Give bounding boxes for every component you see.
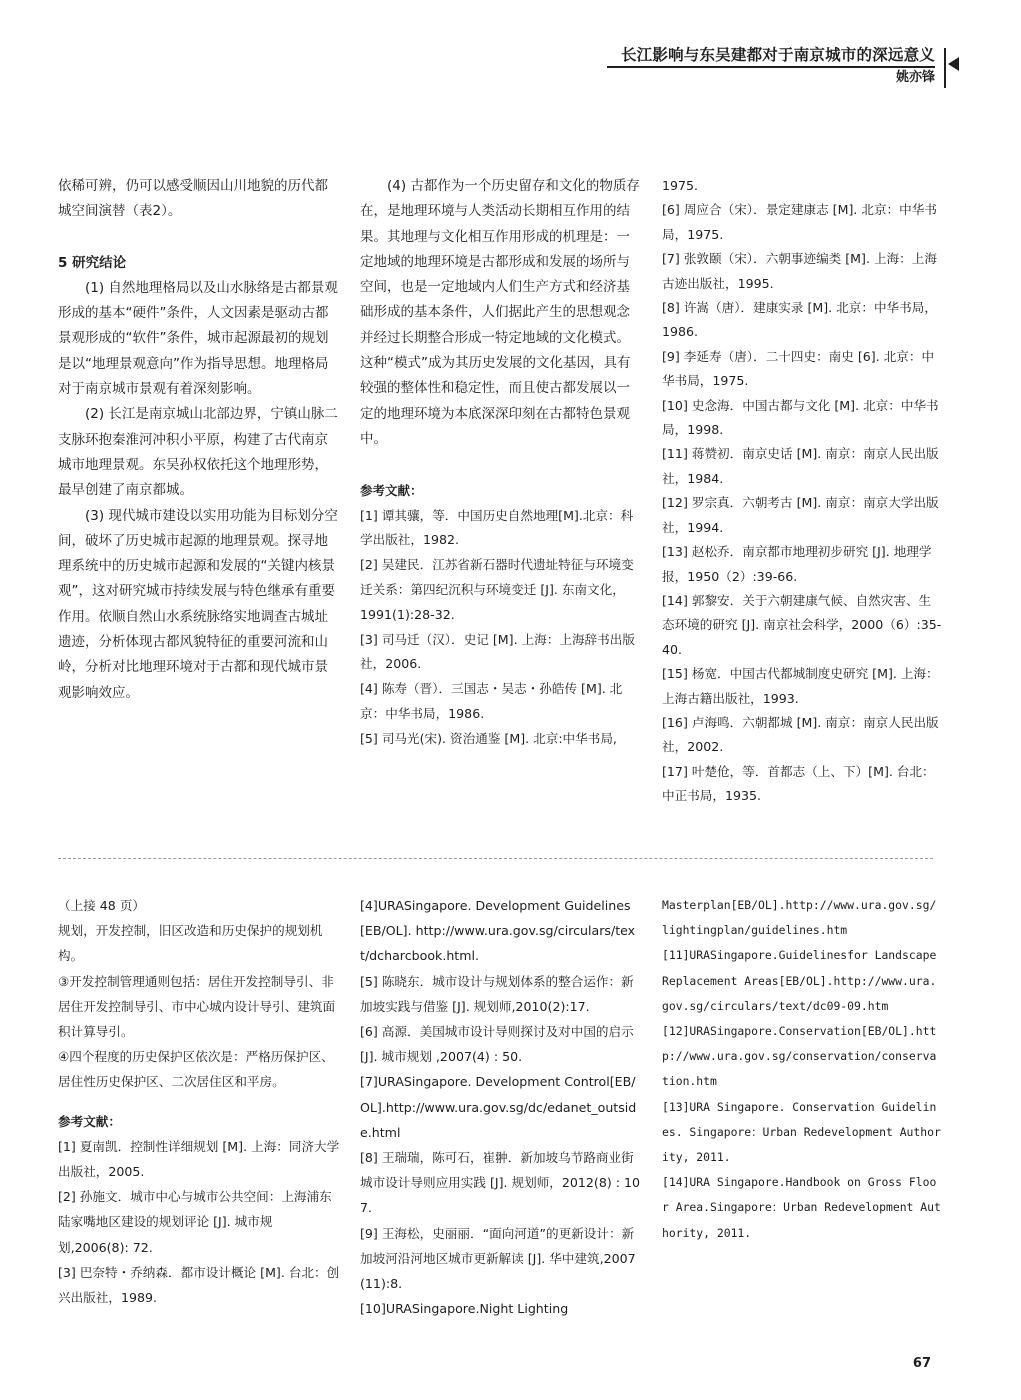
section-heading: 5 研究结论 (58, 254, 127, 271)
continued-article-column-3 (662, 893, 942, 1246)
reference-item: [4] 陈寿（晋）．三国志・吴志・孙皓传 [M]. 北京：中华书局，1986. (360, 681, 623, 721)
conclusion-paragraph-3: (3) 现代城市建设以实用功能为目标划分空间，破坏了历史城市起源的地理景观。探寻地理系统中的历史城市起源和发展的“关键内核景观”，这对研究城市持续发展与特色继承有重要作用。依顺自然山水系统脉络实地调查古城址遗迹，分析体现古都风貌特征的重要河流和山岭，分析对比地理环境对于古都和现代城市景观影响效应。 (58, 507, 338, 701)
continued-article-column-1 (58, 893, 340, 1310)
running-head-rule (944, 48, 946, 88)
section-divider (58, 858, 933, 859)
reference-item: [10]URASingapore.Night Lighting (360, 1301, 569, 1317)
running-head-title: 长江影响与东吴建都对于南京城市的深远意义 (607, 46, 935, 68)
reference-item: [3] 司马迁（汉）．史记 [M]. 上海：上海辞书出版社，2006. (360, 631, 635, 672)
running-head-triangle-icon (948, 57, 959, 71)
reference-item: [3] 巴奈特・乔纳森．都市设计概论 [M]. 台北：创兴出版社，1989. (58, 1264, 340, 1306)
reference-item: [14] 郭黎安．关于六朝建康气候、自然灾害、生态环境的研究 [J]. 南京社会科学，2000（6）:35-40. (662, 592, 942, 657)
reference-item: [11]URASingapore.Guidelinesfor Landscape Replacement Areas[EB/OL].http://www.ura.gov.sg/circulars/text/dc09-09.htm (662, 948, 937, 1013)
reference-item: [11] 蒋赞初．南京史话 [M]. 南京：南京人民出版社，1984. (662, 446, 939, 486)
reference-item: [7]URASingapore. Development Control[EB/OL].http://www.ura.gov.sg/dc/edanet_outside.html (360, 1074, 637, 1140)
reference-item: [14]URA Singapore.Handbook on Gross Floor Area.Singapore：Urban Redevelopment Authority, 2011. (662, 1175, 941, 1240)
continued-article-column-2 (360, 893, 642, 1321)
body-paragraph: 规划，开发控制，旧区改造和历史保护的规划机构。 (58, 923, 323, 964)
reference-item: [6] 高源．美国城市设计导则探讨及对中国的启示 [J]. 城市规划 ,2007(4) : 50. (360, 1024, 634, 1065)
reference-item: [8] 王瑞瑞，陈可石，崔翀．新加坡乌节路商业街城市设计导则应用实践 [J]. 规划师，2012(8) : 107. (360, 1150, 641, 1216)
body-paragraph: ④四个程度的历史保护区依次是：严格历保护区、居住性历史保护区、二次居住区和平房。 (58, 1049, 334, 1090)
reference-item: [1] 夏南凯．控制性详细规划 [M]. 上海：同济大学出版社，2005. (58, 1138, 340, 1180)
reference-item: [12]URASingapore.Conservation[EB/OL].http://www.ura.gov.sg/conservation/conservation.htm (662, 1024, 937, 1089)
conclusion-paragraph-4: (4) 古都作为一个历史留存和文化的物质存在，是地理环境与人类活动长期相互作用的结果。其地理与文化相互作用形成的机理是：一定地域的地理环境是古都形成和发展的场所与空间，也是一定地域内人们生产方式和经济基础形成的基本条件，人们据此产生的思想观念并经过长期整合形成一特定地域的文化模式。这种“模式”成为其历史发展的文化基因，具有较强的整体性和稳定性，而且使古都发展以一定的地理环境为本底深深印刻在古都特色景观中。 (360, 178, 640, 447)
reference-item: [8] 许嵩（唐）．建康实录 [M]. 北京：中华书局，1986. (662, 300, 937, 340)
reference-item: [6] 周应合（宋）．景定建康志 [M]. 北京：中华书局，1975. (662, 202, 937, 242)
references-heading: 参考文献： (58, 1113, 121, 1129)
reference-item: [15] 杨宽．中国古代都城制度史研究 [M]. 上海：上海古籍出版社，1993. (662, 666, 939, 706)
article-column-2 (360, 174, 642, 752)
reference-item: [2] 孙施文．城市中心与城市公共空间：上海浦东陆家嘴地区建设的规划评论 [J]. 城市规划,2006(8): 72. (58, 1189, 332, 1255)
reference-item: [12] 罗宗真．六朝考古 [M]. 南京：南京大学出版社，1994. (662, 495, 939, 535)
body-paragraph: 依稀可辨，仍可以感受顺因山川地貌的历代都城空间演替（表2）。 (58, 178, 328, 220)
reference-item: [5] 司马光(宋). 资治通鉴 [M]. 北京:中华书局, (360, 730, 617, 746)
conclusion-paragraph-1: (1) 自然地理格局以及山水脉络是古都景观形成的基本“硬件”条件，人文因素是驱动古都景观形成的“软件”条件，城市起源最初的规划是以“地理景观意向”作为指导思想。地理格局对于南京城市景观有着深刻影响。 (58, 279, 338, 398)
reference-item: [5] 陈晓东．城市设计与规划体系的整合运作：新加坡实践与借鉴 [J]. 规划师,2010(2):17. (360, 973, 634, 1014)
reference-item: 1975. (662, 178, 699, 193)
reference-item: Masterplan[EB/OL].http://www.ura.gov.sg/lightingplan/guidelines.htm (662, 898, 937, 938)
page-number: 67 (912, 1356, 931, 1371)
conclusion-paragraph-2: (2) 长江是南京城山北部边界，宁镇山脉二支脉环抱秦淮河冲积小平原，构建了古代南京城市地理景观。东吴孙权依托这个地理形势，最早创建了南京都城。 (58, 406, 338, 499)
reference-item: [9] 李延寿（唐）．二十四史：南史 [6]. 北京：中华书局，1975. (662, 348, 935, 389)
reference-item: [1] 谭其骧，等．中国历史自然地理[M].北京：科学出版社，1982. (360, 507, 634, 548)
reference-item: [13]URA Singapore. Conservation Guidelines. Singapore：Urban Redevelopment Authority, 2011. (662, 1099, 941, 1165)
reference-item: [13] 赵松乔．南京都市地理初步研究 [J]. 地理学报，1950（2）:39-66. (662, 544, 932, 584)
reference-item: [17] 叶楚伧，等．首都志（上、下）[M]. 台北：中正书局，1935. (662, 763, 935, 804)
reference-item: [7] 张敦颐（宋）．六朝事迹编类 [M]. 上海：上海古迹出版社，1995. (662, 251, 937, 291)
reference-item: [16] 卢海鸣．六朝都城 [M]. 南京：南京人民出版社，2002. (662, 714, 939, 755)
reference-item: [10] 史念海．中国古都与文化 [M]. 北京：中华书局，1998. (662, 397, 939, 438)
reference-item: [2] 吴建民．江苏省新石器时代遗址特征与环境变迁关系：第四纪沉积与环境变迁 [J]. 东南文化，1991(1):28-32. (360, 557, 634, 622)
reference-item: [4]URASingapore. Development Guidelines[EB/OL]. http://www.ura.gov.sg/circulars/text/dcharcbook.html. (360, 898, 636, 964)
references-heading: 参考文献： (360, 483, 423, 499)
body-paragraph: ③开发控制管理通则包括：居住开发控制导引、非居住开发控制导引、市中心城内设计导引、建筑面积计算导引。 (58, 973, 336, 1040)
article-column-3 (662, 174, 942, 809)
running-head (607, 46, 935, 87)
running-head-author: 姚亦锋 (895, 70, 935, 85)
reference-item: [9] 王海松，史丽丽．“面向河道”的更新设计：新加坡河沿河地区城市更新解读 [J]. 华中建筑,2007(11):8. (360, 1225, 636, 1292)
continued-note: （上接 48 页） (58, 898, 146, 913)
article-column-1 (58, 174, 338, 706)
